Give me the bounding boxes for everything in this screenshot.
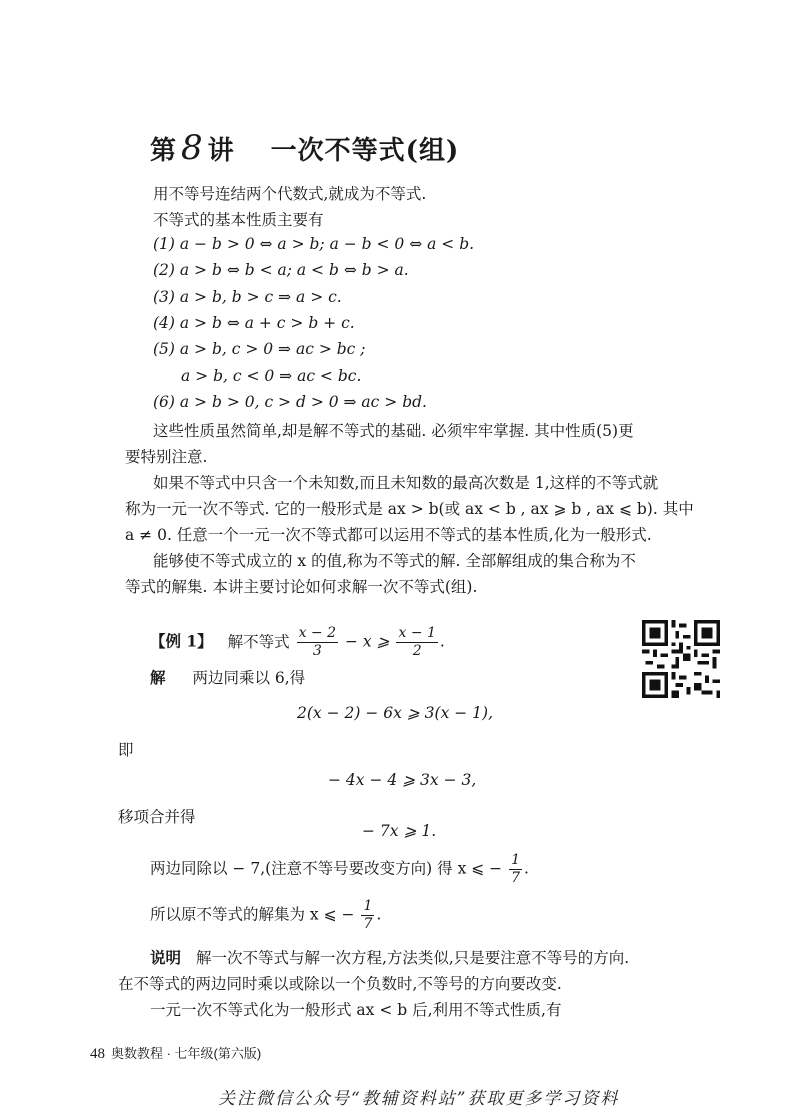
qr-code [642, 620, 720, 698]
equation-2: − 4x − 4 ⩾ 3x − 3, [328, 771, 477, 789]
note-line-2: 在不等式的两边同时乘以或除以一个负数时,不等号的方向要改变. [118, 975, 562, 993]
para-3b: 等式的解集. 本讲主要讨论如何求解一次不等式(组). [125, 578, 478, 596]
property-5a: (5) a > b, c > 0 ⇒ ac > bc ; [153, 340, 366, 358]
property-1: (1) a − b > 0 ⇔ a > b; a − b < 0 ⇔ a < b. [153, 235, 475, 253]
para-1a: 这些性质虽然简单,却是解不等式的基础. 必须牢牢掌握. 其中性质(5)更 [153, 422, 634, 440]
para-2a: 如果不等式中只含一个未知数,而且未知数的最高次数是 1,这样的不等式就 [153, 474, 659, 492]
title-prefix: 第 [150, 136, 178, 166]
property-2: (2) a > b ⇔ b < a; a < b ⇔ b > a. [153, 261, 409, 279]
page-title [150, 128, 459, 168]
note-line-1 [150, 946, 629, 968]
note-line-3: 一元一次不等式化为一般形式 ax < b 后,利用不等式性质,有 [150, 1001, 562, 1019]
ji-label: 即 [118, 741, 134, 759]
solution-step-2-text: 两边同除以 − 7,(注意不等号要改变方向) 得 x ⩽ − [150, 859, 503, 878]
example-mid: − x ⩾ [344, 632, 390, 651]
property-3: (3) a > b, b > c ⇒ a > c. [153, 288, 342, 306]
note-label: 说明 [150, 948, 182, 967]
solution-label: 解 [150, 668, 166, 687]
equation-3: − 7x ⩾ 1. [362, 822, 437, 840]
watermark: 关注微信公众号“教辅资料站”获取更多学习资料 [218, 1089, 620, 1109]
solution-step-2: 两边同除以 − 7,(注意不等号要改变方向) 得 x ⩽ − $\frac{1}{7}$ . [150, 852, 529, 886]
example-prompt: 解不等式 [227, 632, 290, 651]
example-label: 【例 1】 [150, 631, 213, 651]
para-2c: a ≠ 0. 任意一个一元一次不等式都可以运用不等式的基本性质,化为一般形式. [125, 526, 652, 544]
lecture-number: 8 [181, 128, 204, 168]
example-end: . [439, 632, 445, 651]
book-title: 奥数教程 · 七年级(第六版) [111, 1046, 262, 1061]
property-5b: a > b, c < 0 ⇒ ac < bc. [181, 367, 362, 385]
example-fraction-1: $\frac{x - 2}{3}$ [298, 625, 337, 659]
conclusion-fraction: $\frac{1}{7}$ [363, 898, 373, 932]
step-2-fraction: $\frac{1}{7}$ [511, 852, 521, 886]
solution-step-1-text: 两边同乘以 6,得 [192, 669, 306, 687]
equation-1: 2(x − 2) − 6x ⩾ 3(x − 1), [297, 704, 494, 722]
solution-step-1 [150, 666, 305, 688]
solution-conclusion: 所以原不等式的解集为 x ⩽ − $\frac{1}{7}$ . [150, 898, 382, 932]
title-suffix: 讲 [207, 136, 235, 166]
example-1 [150, 625, 445, 660]
intro-line-1: 用不等号连结两个代数式,就成为不等式. [153, 185, 427, 203]
conclusion-text: 所以原不等式的解集为 x ⩽ − [150, 905, 355, 924]
merge-label: 移项合并得 [118, 808, 196, 826]
lecture-name: 一次不等式(组) [270, 136, 460, 166]
property-6: (6) a > b > 0, c > d > 0 ⇒ ac > bd. [153, 393, 427, 411]
para-1b: 要特别注意. [125, 448, 208, 466]
page-footer [90, 1043, 261, 1063]
property-4: (4) a > b ⇔ a + c > b + c. [153, 314, 355, 332]
note-line-1-text: 解一次不等式与解一次方程,方法类似,只是要注意不等号的方向. [195, 949, 630, 967]
example-fraction-2: $\frac{x - 1}{2}$ [398, 625, 436, 659]
page-number: 48 [90, 1046, 105, 1062]
para-3a: 能够使不等式成立的 x 的值,称为不等式的解. 全部解组成的集合称为不 [153, 552, 636, 570]
intro-line-2: 不等式的基本性质主要有 [153, 211, 324, 229]
para-2b: 称为一元一次不等式. 它的一般形式是 ax > b(或 ax < b , ax ⩾ b , ax ⩽ b). 其中 [125, 500, 694, 518]
